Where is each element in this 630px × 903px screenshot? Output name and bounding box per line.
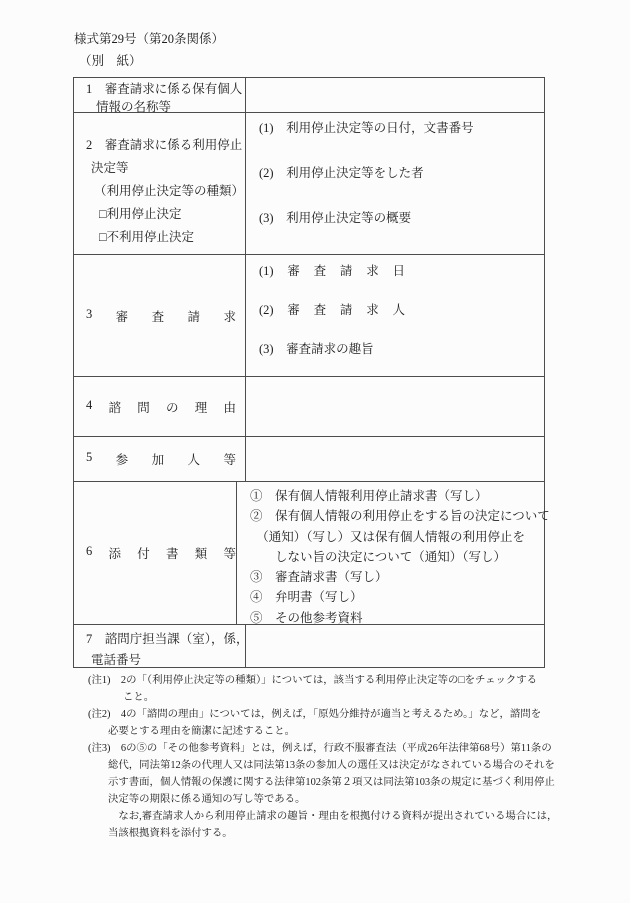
footnote-line: なお,審査請求人から利用停止請求の趣旨・理由を根拠付ける資料が提出されている場合には，: [108, 811, 558, 822]
footnote-1: [88, 672, 557, 706]
table-row-6: [74, 482, 550, 625]
row4-label-cell: [74, 377, 246, 436]
footnote-line: こと。: [123, 692, 155, 703]
row2-label-line: 2 審査請求に係る利用停止: [86, 138, 243, 152]
row6-attachment-line: しない旨の決定について（通知）（写し）: [250, 549, 507, 564]
row6-attachment-line: ② 保有個人情報の利用停止をする旨の決定について: [250, 509, 550, 524]
footnote-line: (注2) 4の「諮問の理由」については，例えば，「原処分維持が適当と考えるため。」など，諮問を: [88, 709, 542, 720]
table-row-5: [74, 437, 544, 482]
footnote-line: 総代，同法第12条の代理人又は同法第13条の参加人の選任又は決定がなされている場合のそれを: [108, 760, 555, 771]
row3-value-item: (3) 審査請求の趣旨: [259, 342, 374, 356]
row5-label: 5 参 加 人 等: [86, 450, 236, 467]
row7-value-cell: [246, 625, 544, 667]
row7-label-line: 電話番号: [91, 653, 142, 667]
footnotes: [88, 672, 557, 842]
row4-value-cell: [246, 377, 544, 436]
footnote-line: (注1) 2の「（利用停止決定等の種類）」については，該当する利用停止決定等の□をチェックする: [88, 675, 538, 686]
checkbox-line-riyoteishi: □利用停止決定: [99, 207, 182, 221]
row6-value-cell: [237, 482, 556, 624]
table-row-3: [74, 255, 544, 377]
row3-value-item: (1) 審 査 請 求 日: [259, 264, 405, 278]
footnote-line: 当該根拠資料を添付する。: [108, 828, 233, 839]
row3-label-cell: [74, 255, 246, 376]
row3-label: 3 審 査 請 求: [86, 306, 236, 324]
row6-attachment-line: ③ 審査請求書（写し）: [250, 570, 388, 585]
row5-label-cell: [74, 437, 246, 481]
row1-label-line: 1 審査請求に係る保有個人: [86, 82, 243, 96]
row2-value-cell: [246, 113, 544, 254]
form-table: [73, 77, 550, 668]
table-row-7: [74, 625, 544, 667]
row4-label: 4 諮 問 の 理 由: [86, 397, 236, 415]
row7-label-cell: [74, 625, 249, 667]
row2-label-line: （利用停止決定等の種類）: [94, 184, 245, 198]
row6-label: 6 添 付 書 類 等: [86, 544, 236, 561]
row1-value-cell: [246, 78, 544, 112]
row3-value-cell: [246, 255, 544, 376]
row1-label-cell: [74, 78, 246, 112]
row7-label-line: 7 諮問庁担当課（室），係，: [86, 632, 249, 646]
row1-label-line: 情報の名称等: [96, 100, 172, 114]
row6-attachment-line: （通知）（写し）又は保有個人情報の利用停止を: [250, 529, 526, 544]
row2-value-item: (3) 利用停止決定等の概要: [259, 211, 412, 225]
attachment-label: （別 紙）: [79, 54, 142, 68]
footnote-2: [88, 706, 557, 740]
table-row-4: [74, 377, 544, 437]
table-row-2: [74, 113, 544, 255]
row6-attachment-line: ⑤ その他参考資料: [250, 610, 363, 625]
row2-label-cell: [74, 113, 246, 254]
row6-label-cell: [74, 482, 237, 624]
checkbox-line-furiyoteishi: □不利用停止決定: [99, 230, 195, 244]
row2-label-line: 決定等: [91, 161, 129, 175]
row2-value-item: (1) 利用停止決定等の日付，文書番号: [259, 121, 474, 135]
footnote-line: (注3) 6の⑤の「その他参考資料」とは，例えば，行政不服審査法（平成26年法律第68号）第11条の: [88, 743, 552, 754]
form-number: 様式第29号（第20条関係）: [74, 32, 225, 46]
footnote-line: 決定等の期限に係る通知の写し等である。: [108, 794, 306, 805]
row6-attachment-line: ① 保有個人情報利用停止請求書（写し）: [250, 489, 488, 503]
footnote-line: 示す書面，個人情報の保護に関する法律第102条第２項又は同法第103条の規定に基づく利用停止: [108, 777, 555, 788]
table-row-1: [74, 78, 544, 113]
row3-value-item: (2) 審 査 請 求 人: [259, 303, 405, 317]
row5-value-cell: [246, 437, 544, 481]
row2-value-item: (2) 利用停止決定等をした者: [259, 166, 424, 180]
footnote-line: 必要とする理由を簡潔に記述すること。: [108, 726, 296, 737]
footnote-3: [88, 740, 557, 842]
row6-attachment-line: ④ 弁明書（写し）: [250, 590, 363, 605]
